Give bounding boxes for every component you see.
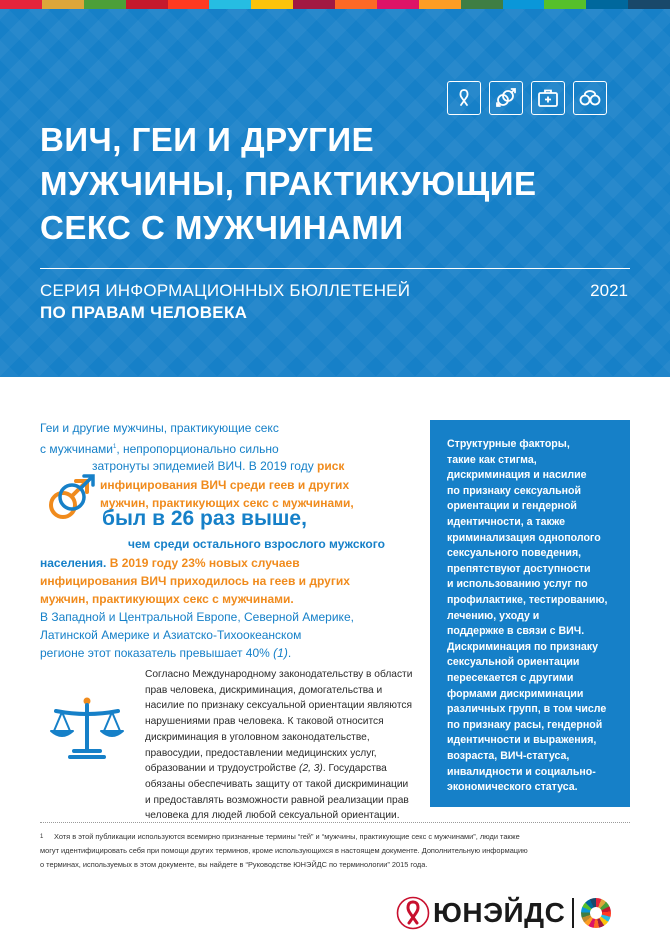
- sdg-color-segment: [335, 0, 377, 9]
- factors-line: дискриминация и насилие: [447, 469, 587, 482]
- sdg-color-segment: [84, 0, 126, 9]
- title-line: ВИЧ, ГЕИ И ДРУГИЕ: [40, 121, 375, 158]
- sdg-color-segment: [419, 0, 461, 9]
- logo-separator: [572, 898, 574, 928]
- factors-line: сексуальной ориентации: [447, 656, 580, 669]
- sdg-color-segment: [544, 0, 586, 9]
- structural-factors-box: [430, 420, 630, 807]
- sdg-wheel-icon: [581, 898, 611, 928]
- intro-line: инфицирования ВИЧ приходилось на геев и других: [40, 574, 350, 588]
- handcuffs-icon: [573, 81, 607, 115]
- law-line: насилие по признаку сексуальной ориентации являются: [145, 700, 412, 712]
- footnote-line: о терминах, используемых в этом документе, вы найдете в “Руководстве ЮНЭЙДС по терминологии” 2015 года.: [40, 860, 428, 869]
- intro-line: мужчин, практикующих секс с мужчинами.: [40, 592, 294, 606]
- sdg-color-segment: [628, 0, 670, 9]
- factors-line: идентичности и выражения,: [447, 734, 597, 747]
- sdg-color-segment: [586, 0, 628, 9]
- law-line: Согласно Международному законодательству в области: [145, 669, 413, 680]
- unaids-wordmark: ЮНЭЙДС: [433, 897, 566, 928]
- footnote-divider: [40, 822, 630, 823]
- factors-line: формами дискриминации: [447, 687, 584, 700]
- medical-kit-icon: [531, 81, 565, 115]
- unaids-logo: [396, 893, 611, 933]
- law-line: человека для людей любой сексуальной ориентации.: [145, 810, 400, 822]
- sdg-color-segment: [209, 0, 251, 9]
- page-title: [40, 118, 600, 250]
- series-title: СЕРИЯ ИНФОРМАЦИОННЫХ БЮЛЛЕТЕНЕЙ: [40, 281, 411, 300]
- law-line: прав человека, дискриминация, домогательства и: [145, 684, 383, 696]
- sdg-color-segment: [0, 0, 42, 9]
- key-statistic: был в 26 раз выше,: [102, 507, 307, 530]
- intro-line: регионе этот показатель превышает 40% (1).: [40, 646, 292, 660]
- footnote-line: 1 Хотя в этой публикации используются всемирно признанные термины “гей” и “мужчины, практикующие секс с мужчинами”, люди также: [40, 832, 520, 841]
- factors-line: различных групп, в том числе: [447, 703, 607, 716]
- law-line: правосудии, предоставлении медицинских услуг,: [145, 747, 377, 759]
- intro-line: населения. В 2019 году 23% новых случаев: [40, 556, 300, 570]
- title-line: СЕКС С МУЖЧИНАМИ: [40, 209, 404, 246]
- human-rights-law-text: [145, 667, 413, 824]
- intro-line: Геи и другие мужчины, практикующие секс: [40, 421, 279, 435]
- sdg-color-segment: [251, 0, 293, 9]
- title-line: МУЖЧИНЫ, ПРАКТИКУЮЩИЕ: [40, 165, 537, 202]
- factors-line: и использованию услуг по: [447, 578, 588, 591]
- series-subtitle: ПО ПРАВАМ ЧЕЛОВЕКА: [40, 303, 248, 322]
- intro-line: с мужчинами$^1$, непропорционально сильно: [40, 442, 279, 456]
- law-line: образовании и трудоустройстве (2, 3). Государства: [145, 763, 387, 775]
- factors-line: идентичности, а также: [447, 516, 566, 528]
- sdg-color-segment: [168, 0, 210, 9]
- gender-symbols-icon: [489, 81, 523, 115]
- factors-line: по признаку сексуальной: [447, 484, 581, 497]
- header-divider: [40, 268, 630, 269]
- law-line: дискриминация в уголовном законодательстве,: [145, 731, 370, 743]
- factors-line: возраста, ВИЧ-статуса,: [447, 750, 570, 762]
- theme-icons: [447, 81, 607, 115]
- sdg-color-segment: [293, 0, 335, 9]
- factors-line: Дискриминация по признаку: [447, 640, 598, 653]
- intro-line: Латинской Америке и Азиатско-Тихоокеанском: [40, 628, 302, 642]
- sdg-color-strip: [0, 0, 670, 9]
- intro-line: чем среди остального взрослого мужского: [128, 537, 385, 551]
- factors-line: по признаку расы, гендерной: [447, 718, 603, 731]
- intro-line: затронуты эпидемией ВИЧ. В 2019 году риск: [92, 459, 345, 473]
- factors-line: ориентации и гендерной: [447, 500, 577, 513]
- law-line: обязаны обеспечивать защиту от такой дискриминации: [145, 778, 409, 790]
- factors-line: экономического статуса.: [447, 781, 578, 794]
- unaids-ribbon-icon: [396, 896, 430, 930]
- law-line: и предоставлять возможности равной реализации прав: [145, 794, 409, 806]
- sdg-color-segment: [503, 0, 545, 9]
- factors-line: криминализация однополого: [447, 531, 601, 544]
- intro-line: мужчин, практикующих секс с мужчинами,: [100, 496, 354, 510]
- footnote: [40, 830, 630, 872]
- factors-line: инвалидности и социально-: [447, 765, 596, 778]
- sdg-color-segment: [377, 0, 419, 9]
- factors-line: такие как стигма,: [447, 453, 537, 466]
- factors-line: пересекается с другими: [447, 672, 574, 684]
- sdg-color-segment: [126, 0, 168, 9]
- intro-line: В Западной и Центральной Европе, Северной Америке,: [40, 610, 354, 624]
- intro-line: инфицирования ВИЧ среди геев и других: [100, 478, 350, 492]
- header-banner: [0, 0, 670, 377]
- factors-line: сексуального поведения,: [447, 547, 582, 560]
- factors-line: лечению, уходу и: [447, 609, 540, 622]
- publication-year: 2021: [590, 281, 628, 300]
- factors-line: Структурные факторы,: [447, 438, 570, 450]
- gender-symbols-icon: [42, 470, 98, 526]
- scales-of-justice-icon: [48, 687, 126, 765]
- footnote-line: могут идентифицировать себя при помощи других терминов, кроме использующихся в настоящем документе. Дополнительную информацию: [40, 846, 528, 855]
- factors-line: профилактике, тестированию,: [447, 594, 608, 606]
- ribbon-icon: [447, 81, 481, 115]
- sdg-color-segment: [461, 0, 503, 9]
- factors-line: препятствуют доступности: [447, 562, 591, 575]
- factors-line: поддержке в связи с ВИЧ.: [447, 625, 585, 638]
- law-line: нарушениями прав человека. К таковой относится: [145, 716, 384, 728]
- sdg-color-segment: [42, 0, 84, 9]
